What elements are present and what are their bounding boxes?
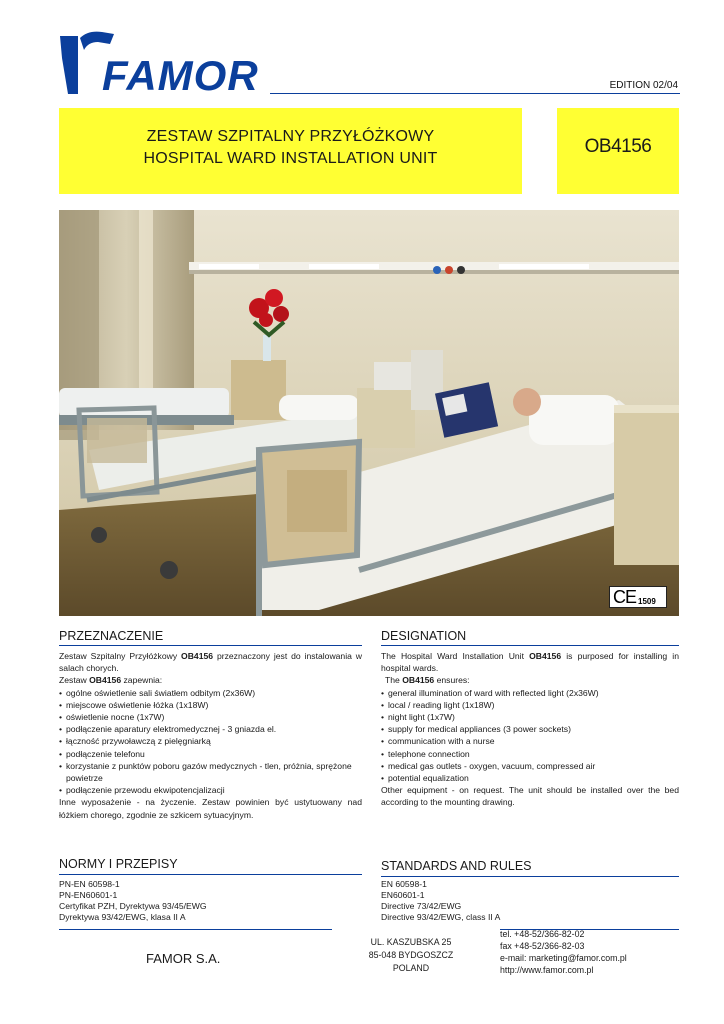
en-designation-title: DESIGNATION (381, 629, 467, 643)
hospital-ward-photo (59, 210, 679, 616)
en-designation-rule (381, 645, 679, 646)
en-designation-text (381, 650, 679, 809)
en-ensures (381, 674, 679, 686)
title-box (59, 108, 522, 194)
en-ensures-b: ensures: (434, 675, 470, 686)
list-item: Certyfikat PZH, Dyrektywa 93/45/EWG (59, 901, 207, 911)
pl-designation-text (59, 650, 362, 821)
pl-intro-a: Zestaw Szpitalny Przyłóżkowy (59, 651, 182, 661)
list-item: EN 60598-1 (381, 879, 427, 889)
list-item: • korzystanie z punktów poboru gazów medycznych - tlen, próżnia, sprężone powietrze (59, 760, 362, 784)
footer-company-name: FAMOR S.A. (146, 951, 221, 966)
list-item: • night light (1x7W) (381, 711, 679, 723)
brand-wordmark: FAMOR (102, 52, 259, 99)
ce-notified-body-number: 1509 (638, 597, 656, 606)
en-intro-b: is purposed for installing in hospital wards. (381, 651, 679, 674)
list-item: • łączność przywoławczą z pielęgniarką (59, 735, 362, 747)
list-item: • podłączenie przewodu ekwipotencjalizacji (59, 784, 362, 796)
list-item: • podłączenie telefonu (59, 748, 362, 760)
address-street: UL. KASZUBSKA 25 (370, 937, 452, 947)
list-item: • potential equalization (381, 772, 679, 784)
contact-website-link[interactable]: http://www.famor.com.pl (500, 965, 594, 975)
list-item: EN60601-1 (381, 890, 425, 900)
header-rule (270, 93, 680, 94)
list-item: • telephone connection (381, 748, 679, 760)
en-intro-code: OB4156 (529, 651, 562, 661)
pl-intro (59, 650, 362, 674)
list-item: PN-EN 60598-1 (59, 879, 120, 889)
product-code: OB4156 (584, 136, 652, 157)
en-note: Other equipment - on request. The unit should be installed over the bed according to the mounting drawing. (381, 785, 679, 808)
list-item: • podłączenie aparatury elektromedycznej - 3 gniazda el. (59, 723, 362, 735)
list-item: • communication with a nurse (381, 735, 679, 747)
list-item: Directive 73/42/EWG (381, 901, 462, 911)
list-item: • supply for medical appliances (3 power sockets) (381, 723, 679, 735)
en-intro (381, 650, 679, 674)
edition-label: EDITION 02/04 (609, 80, 678, 91)
list-item: • general illumination of ward with reflected light (2x36W) (381, 687, 679, 699)
list-item: • ogólne oświetlenie sali światłem odbitym (2x36W) (59, 687, 362, 699)
pl-note: Inne wyposażenie - na życzenie. Zestaw powinien być ustytuowany nad łóżkiem chorego, zgodnie ze szkicem sytuacyjnym. (59, 797, 362, 820)
list-item: PN-EN60601-1 (59, 890, 118, 900)
list-item: • local / reading light (1x18W) (381, 699, 679, 711)
pl-designation-title: PRZEZNACZENIE (59, 629, 164, 643)
pl-ensures-b: zapewnia: (121, 675, 163, 686)
pl-designation-rule (59, 645, 362, 646)
en-intro-a: The Hospital Ward Installation Unit (381, 651, 530, 661)
footer-contact (500, 928, 627, 976)
contact-fax: fax +48-52/366-82-03 (500, 941, 585, 951)
address-city: 85-048 BYDGOSZCZ (368, 950, 454, 960)
en-ensures-code: OB4156 (402, 675, 435, 686)
pl-ensures (59, 674, 362, 686)
list-item: • miejscowe oświetlenie łóżka (1x18W) (59, 699, 362, 711)
ce-mark-icon: CE (613, 587, 637, 607)
pl-intro-b: przeznaczony jest do instalowania w salach chorych. (59, 651, 362, 674)
en-standards-list (381, 879, 679, 923)
title-polish: ZESTAW SZPITALNY PRZYŁÓŻKOWY (146, 128, 435, 145)
famor-logo (58, 28, 268, 98)
ce-certification-badge (609, 586, 667, 608)
list-item: • oświetlenie nocne (1x7W) (59, 711, 362, 723)
pl-standards-rule (59, 874, 362, 875)
pl-standards-title: NORMY I PRZEPISY (59, 857, 178, 871)
pl-feature-list (59, 687, 362, 797)
contact-email-link[interactable]: e-mail: marketing@famor.com.pl (500, 953, 627, 963)
hospital-ward-illustration (59, 210, 679, 616)
pl-standards-list (59, 879, 362, 923)
contact-tel: tel. +48-52/366-82-02 (500, 929, 585, 939)
list-item: Directive 93/42/EWG, class II A (381, 912, 501, 922)
title-english: HOSPITAL WARD INSTALLATION UNIT (143, 150, 438, 167)
footer-rule-left (59, 929, 332, 930)
en-feature-list (381, 687, 679, 785)
address-country: POLAND (392, 963, 430, 973)
list-item: Dyrektywa 93/42/EWG, klasa II A (59, 912, 186, 922)
pl-ensures-a: Zestaw (59, 675, 90, 686)
pl-intro-code: OB4156 (181, 651, 214, 661)
pl-ensures-code: OB4156 (89, 675, 122, 686)
en-standards-title: STANDARDS AND RULES (381, 859, 532, 873)
en-ensures-a: The (385, 675, 403, 686)
list-item: • medical gas outlets - oxygen, vacuum, compressed air (381, 760, 679, 772)
footer-address (346, 936, 476, 975)
en-standards-rule (381, 876, 679, 877)
product-code-box (557, 108, 679, 194)
